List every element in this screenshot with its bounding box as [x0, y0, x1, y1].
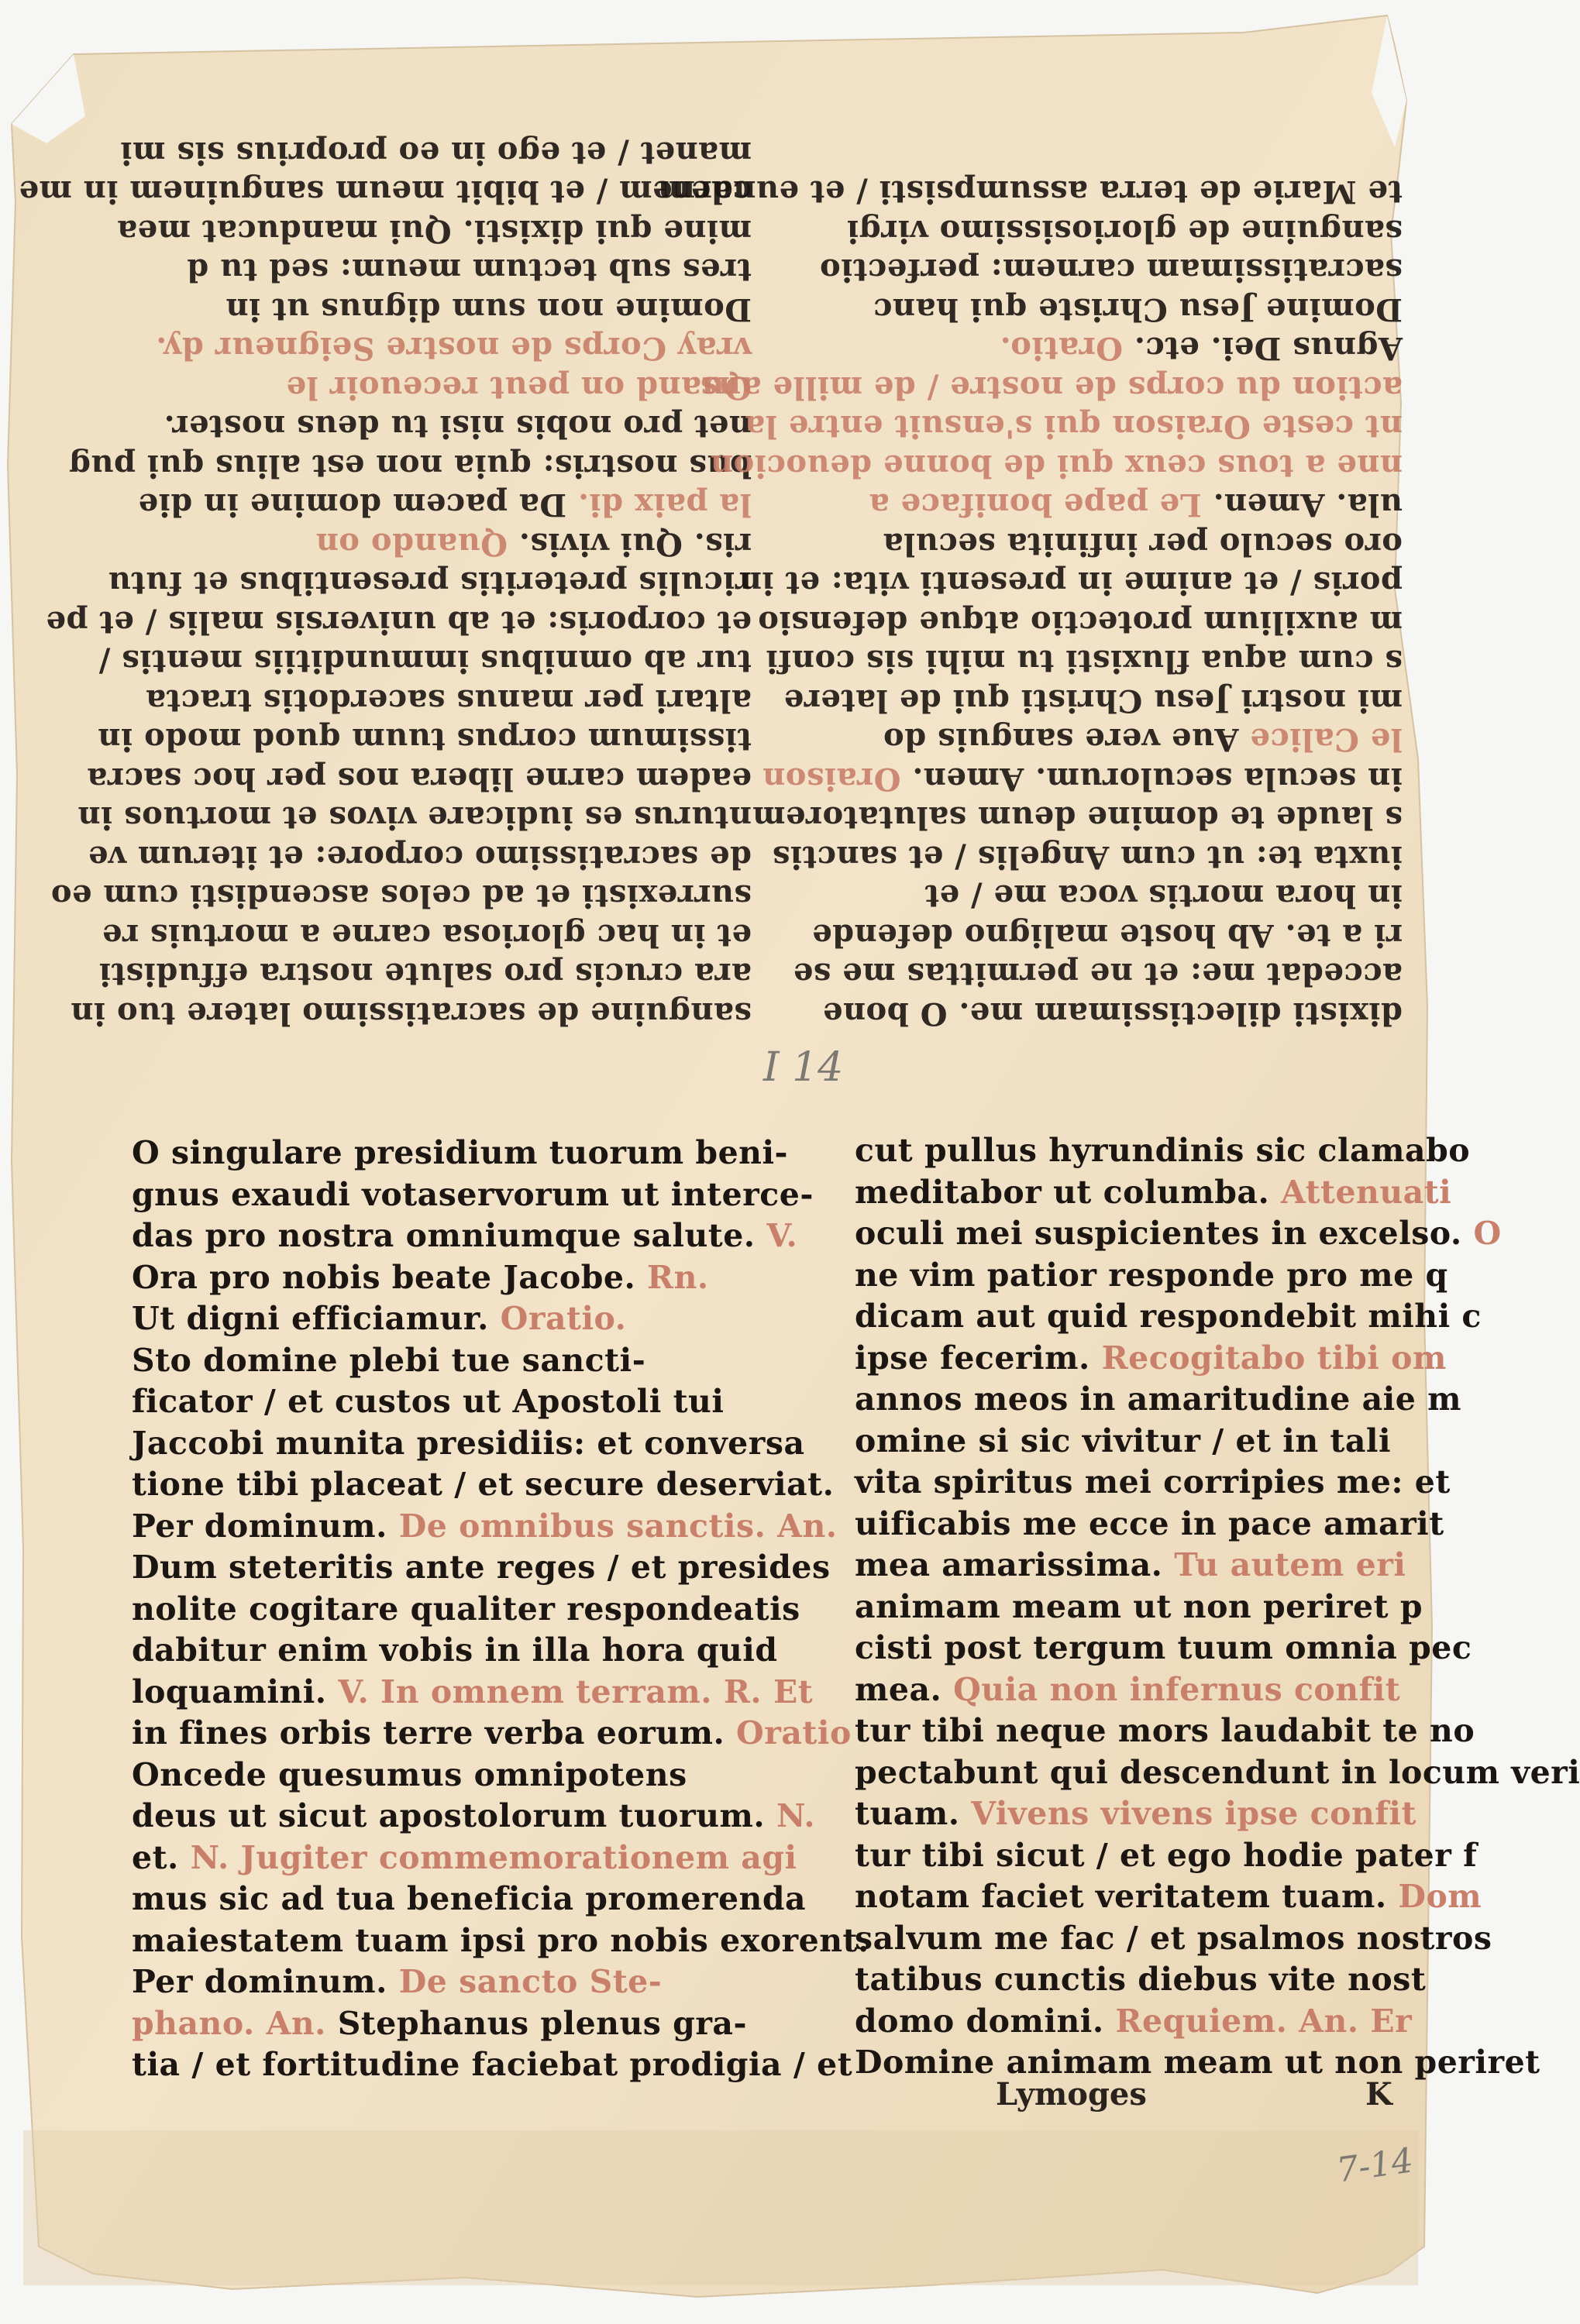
text-line: salvum me fac / et psalmos nostros	[855, 1919, 1492, 1957]
text-line: et. N. Jugiter commemorationem agi	[132, 1838, 797, 1876]
text-line: Per dominum. De omnibus sanctis. An.	[132, 1507, 838, 1545]
text-line: sanguine de gloriosissimo virgi	[846, 213, 1403, 249]
text-line: Jaccobi munita presidiis: et conversa	[132, 1424, 805, 1462]
text-line: net pro nobis nisi tu deus noster.	[164, 408, 752, 445]
text-line: m auxilium protectio atque defensio	[757, 604, 1403, 641]
text-line: ipse fecerim. Recogitabo tibi om	[855, 1339, 1447, 1377]
text-line: dabitur enim vobis in illa hora quid	[132, 1631, 778, 1669]
text-line: tione tibi placeat / et secure deserviat.	[132, 1466, 835, 1503]
text-line: phano. An. Stephanus plenus gra-	[132, 2004, 748, 2042]
text-line: vita spiritus mei corripies me: et	[855, 1463, 1451, 1501]
text-line: Per dominum. De sancto Ste-	[132, 1963, 663, 2000]
text-line: riculis preteritis presentibus et futu	[108, 565, 752, 602]
pencil-annotation: 7-14	[1334, 2140, 1416, 2191]
text-line: oculi mei suspicientes in excelso. O	[855, 1215, 1502, 1252]
text-line: tatibus cunctis diebus vite nost	[855, 1961, 1427, 1998]
text-line: s laude te domine deum salutatorem	[752, 799, 1403, 837]
text-line: dicam aut quid respondebit mihi c	[855, 1298, 1482, 1335]
text-line: la paix di. Da pacem domine in die	[138, 486, 752, 524]
text-line: O singulare presidium tuorum beni-	[132, 1134, 789, 1171]
text-line: notam faciet veritatem tuam. Dom	[855, 1878, 1482, 1915]
signature-mark: Lymoges	[996, 2076, 1147, 2113]
text-line: tur tibi neque mors laudabit te no	[855, 1712, 1475, 1749]
text-line: eadem carne libera nos per hoc sacra	[86, 761, 752, 797]
text-line: loquamini. V. In omnem terram. R. Et	[132, 1673, 814, 1710]
text-line: accedat me: et ne permittas me se	[793, 956, 1403, 993]
text-line: et corporis: et ab universis malis / et pe	[46, 604, 752, 641]
text-line: animam meam ut non periret p	[855, 1587, 1423, 1625]
text-line: mea. Quia non infernus confit	[855, 1670, 1401, 1708]
text-line: uificabis me ecce in pace amarit	[855, 1504, 1444, 1542]
text-line: bus nostris: quia non est alius qui pug	[68, 448, 752, 484]
text-line: iuxta te: ut cum Angelis / et sanctis	[772, 839, 1403, 875]
text-line: poris / et anime in presenti vita: et in	[738, 565, 1403, 602]
text-line: vray Corps de nostre Seigneur dy.	[155, 330, 752, 367]
text-line: ne vim patior responde pro me q	[855, 1256, 1448, 1294]
text-line: mus sic ad tua beneficia promerenda	[132, 1880, 807, 1917]
text-line: de sacratissimo corpore: et iterum ve	[88, 839, 752, 875]
text-line: Quand on peut receuoir le	[286, 370, 752, 406]
text-line: nne a tous ceux qui de bonne deuocion	[710, 448, 1403, 484]
top-right-inverted-column	[657, 74, 1403, 1034]
text-line: annos meos in amaritudine aie m	[855, 1380, 1461, 1418]
text-line: carnem / et bibit meum sanguinem in me	[19, 174, 752, 211]
text-line: manet / et ego in eo proprius sis mi	[119, 135, 752, 171]
text-line: et in hac gloriosa carne a mortuis re	[102, 917, 752, 954]
age-stain	[23, 2130, 1418, 2285]
text-line: oro seculo per infinita secula	[883, 526, 1403, 562]
text-line: te Marie de terra assumpsisti / et eundem	[657, 174, 1403, 211]
text-line: in fines orbis terre verba eorum. Oratio	[132, 1714, 852, 1752]
text-line: gnus exaudi votaservorum ut interce-	[132, 1175, 814, 1213]
text-line: ara crucis pro salute nostra effudisti	[98, 956, 752, 993]
text-line: ficator / et custos ut Apostoli tui	[132, 1383, 725, 1420]
text-line: Ut digni efficiamur. Oratio.	[132, 1300, 627, 1337]
gathering-mark: K	[1365, 2076, 1392, 2113]
text-line: tia / et fortitudine faciebat prodigia / et	[132, 2046, 853, 2083]
text-line: tuam. Vivens vivens ipse confit	[855, 1795, 1416, 1832]
text-line: Oncede quesumus omnipotens	[132, 1755, 687, 1793]
bottom-right-column	[855, 1130, 1580, 2081]
text-line: cut pullus hyrundinis sic clamabo	[855, 1132, 1471, 1169]
text-line: meditabor ut columba. Attenuati	[855, 1173, 1452, 1211]
text-line: mi nostri Jesu Christi qui de latere	[783, 682, 1403, 719]
text-line: mea amarissima. Tu autem eri	[855, 1546, 1406, 1583]
text-line: tur tibi sicut / et ego hodie pater f	[855, 1836, 1478, 1874]
bottom-left-column	[132, 1133, 869, 2083]
text-line: dixisti dilectissimam me. O bone	[822, 995, 1403, 1032]
text-line: altari per manus sacerdotis tracta	[145, 682, 752, 719]
text-line: cisti post tergum tuum omnia pec	[855, 1629, 1472, 1666]
text-line: sacratissimam carnem: perfectio	[819, 252, 1403, 289]
pencil-annotation: I 14	[763, 1044, 844, 1091]
text-line: nturus es iudicare vivos et mortuos in	[77, 799, 752, 837]
text-line: surrexisti et ad celos ascendisti cum eo	[50, 878, 752, 915]
text-line: s cum aqua fluxisti tu mihi sis confi	[766, 643, 1403, 680]
text-line: omine si sic vivitur / et in tali	[855, 1422, 1392, 1459]
text-line: tres sub tectum meum: sed tu d	[186, 252, 752, 289]
text-line: nolite cogitare qualiter respondeatis	[132, 1590, 800, 1628]
text-line: ris. Qui vivis. Quando on	[315, 526, 752, 562]
text-line: nt ceste Oraison qui s'ensuit entre la	[744, 408, 1403, 445]
text-line: Domine Jesu Christe qui hanc	[873, 291, 1403, 328]
text-line: le Calice Aue vere sanguis do	[883, 721, 1403, 758]
top-left-inverted-column	[19, 74, 752, 1034]
text-line: Domine non sum dignus ut in	[225, 291, 752, 328]
text-line: action du corps de nostre / de mille ans	[700, 370, 1403, 406]
text-line: pectabunt qui descendunt in locum veri	[855, 1753, 1580, 1791]
text-line: Sto domine plebi tue sancti-	[132, 1341, 646, 1379]
text-line: tur ab omnibus immunditiis mentis /	[98, 643, 752, 680]
text-line: ri a te. Ab hoste maligno defende	[811, 917, 1403, 954]
text-line: tissimum corpus tuum quod modo in	[97, 721, 752, 758]
text-line: Ora pro nobis beate Jacobe. Rn.	[132, 1258, 709, 1296]
text-line: in secula seculorum. Amen. Oraison	[762, 761, 1403, 797]
text-line: in hora mortis voca me / et	[924, 878, 1403, 915]
text-line: domo domini. Requiem. An. Er	[855, 2002, 1413, 2040]
text-line: mine qui dixisti. Qui manducat mea	[116, 213, 752, 249]
text-line: Dum steteritis ante reges / et presides	[132, 1549, 831, 1586]
text-line: deus ut sicut apostolorum tuorum. N.	[132, 1797, 816, 1834]
text-line: maiestatem tuam ipsi pro nobis exorent.	[132, 1921, 869, 1959]
text-line: das pro nostra omniumque salute. V.	[132, 1217, 798, 1254]
text-line: Domine animam meam ut non periret	[855, 2044, 1540, 2081]
text-line: Agnus Dei. etc. Oratio.	[1000, 330, 1403, 367]
text-line: ula. Amen. Le pape boniface a	[869, 486, 1403, 524]
text-line: sanguine de sacratissimo latere tuo in	[70, 995, 752, 1032]
